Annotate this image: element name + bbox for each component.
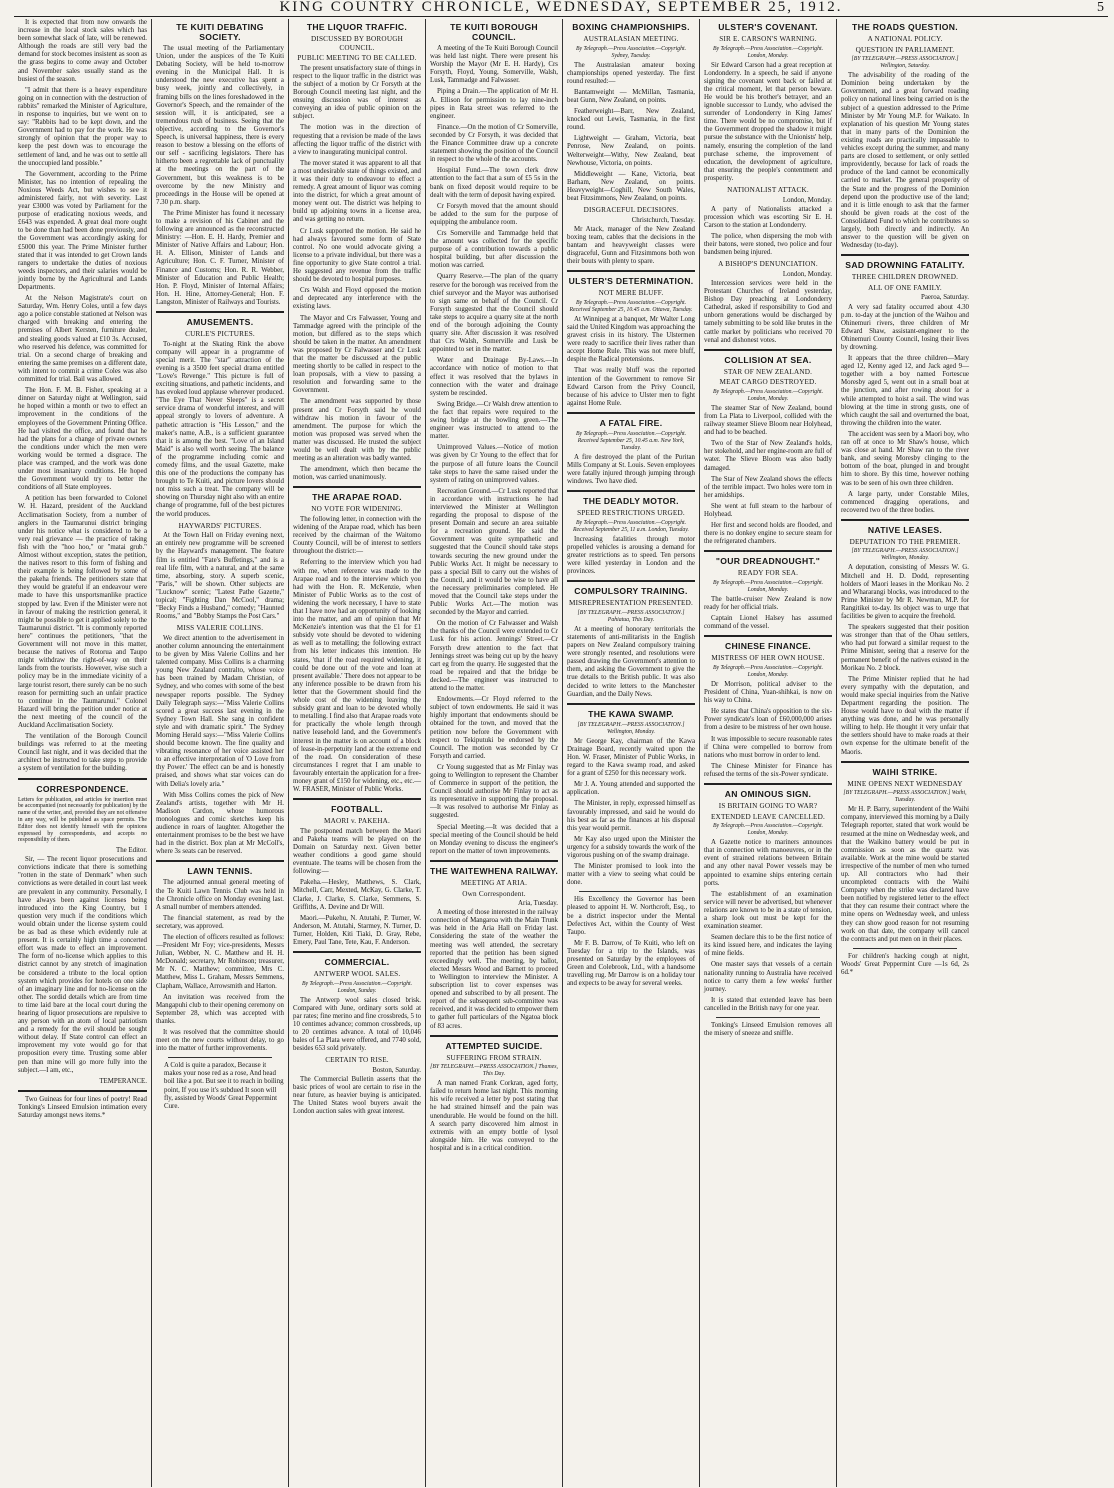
divider [293,951,421,953]
article-paragraph: We direct attention to the advertisement in another column announcing the entertainment to be given by Miss Valerie Collins and her talented company. Miss Collins is a charming young New Zealand contralto, whose voice has been trained by Madam Christian, of Sydney, and who comes with some of the best newspaper reports possible. The Sydney Daily Telegraph says:—"Miss Valerie Collins scored a great success last evening in the Sydney Town Hall. She sang in confident style and with dramatic spirit." The Sydney Morning Herald says:—"Miss Valerie Collins should become known. The fine quality and vibrating resonance of her voice assisted her to an effective interpretation of 'O Love from thy Power.' The effect can be and is honestly praised, and shows what star voices can do with Delia's lovely aria." [156,634,284,788]
subheadline: HAYWARDS' PICTURES. [178,521,262,530]
divider [579,891,683,892]
divider [704,783,832,785]
article-paragraph: Endowments.—Cr Floyd referred to the subject of town endowments. He said it was highly important that endowments should be obtained for the town, and moved that the petition now before the Government with respect to Tekiputuki be endorsed by the Council. The motion was seconded by Cr Forsyth and carried. [430,696,558,760]
dateline: By Telegraph.—Press Association.—Copyright. Sydney, Tuesday. [575,45,687,59]
placeline: London, Monday. [782,196,832,204]
subheadline: Own Correspondent. [462,889,526,898]
article-paragraph: A party of Nationalists attacked a procession which was escorting Sir E. H. Carson to the station at Londonderry. [704,205,832,229]
article-paragraph: At a meeting of honorary territorials the statements of anti-militarists in the English papers on New Zealand compulsory training were strongly resented, and resolutions were passed drawing the Government's attention to them, and asking the Government to give the true details to the British public. It was also decided to write letters to the Manchester Guardian, and the Daily News. [567,625,695,698]
subheadline: AUSTRALASIAN MEETING. [583,35,679,43]
article-paragraph: The motion was in the direction of requesting that a revision be made of the laws affecting the liquor traffic of the district with a view to inaugurating municipal control. [293,124,421,156]
article-paragraph: The mover stated it was apparent to all that a most undesirable state of things existed, and it was their duty to endeavour to effect a remedy. A great amount of liquor was coming into the district, for which a great amount of money went out. The district was helping to build up adjoining towns in a license area, and was getting no return. [293,159,421,224]
article-paragraph: His Excellency the Governor has been pleased to appoint H. W. Northcroft, Esq., to be a district inspector under the Mental Defectives Act, within the County of West Taupo. [567,896,695,936]
article-paragraph: One master says that vessels of a certain nationality running to Australia have received notice to carry them a few weeks' further journey. [704,961,832,993]
article-paragraph: A meeting of those interested in the railway connection of Mangaroa with the Main Trunk was held in the Aria Hall on Friday last. Considering the state of the weather the meeting was well attended, the secretary reported that the petition has been signed exceedingly well. The meeting, by ballot, elected Messrs Wood and Barnett to proceed to Wellington to interview the Minister. A subscription list to cover expenses was opened and subscribed to by all present. The report of the subsequent sub-committee was received, and it was decided to empower them to gather full particulars of the Ngatoa block of 83 acres. [430,909,558,1030]
article-paragraph: Water and Drainage By-Laws.—In accordance with notice of motion to that effect it was resolved that the bylaws in connection with the water and drainage system be rescinded. [430,357,558,397]
article-paragraph: That was really bluff was the reported intention of the Government to remove Sir Edward Carson from the Privy Council, because of his advice to Ulster men to fight against Home Rule. [567,367,695,407]
divider [567,703,695,705]
article-paragraph: Crs Walsh and Floyd opposed the motion and deprecated any interference with the existing laws. [293,287,421,311]
article-paragraph: At Winnipeg at a banquet, Mr Walter Long said the United Kingdom was approaching the gravest crisis in its history. The Ulstermen were ready to sacrifice their lives rather than accept Home Rule. This was not mere bluff, despite the Radical pretensions. [567,315,695,364]
divider [853,948,957,949]
divider [18,1090,147,1092]
column-2 [151,19,288,1487]
article-paragraph: Mr Atack, manager of the New Zealand boxing team, cables that the decisions in the bantam and heavyweight classes were disgraceful, Gunn and Fitzsimmons both won their bouts with plenty to spare. [567,225,695,266]
placeline: Christchurch, Tuesday. [631,216,695,224]
dateline: By Telegraph.—Press Association.—Copyright. London, Monday. [712,579,824,593]
article-paragraph: It is stated that extended leave has been cancelled in the British navy for one year. [704,996,832,1012]
divider [430,1035,558,1037]
article-paragraph: Finance.—On the motion of Cr Somerville, seconded by Cr Forsyth, it was decided that the Finance Committee draw up a concrete statement showing the position of the Council in respect to the whole of the accounts. [430,123,558,164]
divider [704,550,832,552]
article-paragraph: The Prime Minister has found it necessary to make a revision of his Cabinet and the following are announced as the reconstructed Ministry: —Hon. E. H. Hardy, Premier and Minister of Native Affairs and Labour; Hon. H. A. Ellison, Minister of Lands and Agriculture; Hon. C. F. Turner, Minister of Finance and Customs; Hon. R. R. Webber, Minister of Education and Public Health; Hon. P. Floyd, Minister of Internal Affairs; Hon. H. Hine, Attorney-General; Hon. F. Langston, Minister of Railways and Tourists. [156,209,284,306]
article-paragraph: Piping a Drain.—The application of Mr H. A. Ellison for permission to lay nine-inch pipes in Rata street was referred to the engineer. [430,88,558,120]
divider [567,580,695,582]
subheadline: NO VOTE FOR WIDENING. [311,505,403,514]
dateline: By Telegraph.—Press Association.—Copyright. London, Monday. [712,388,824,402]
article-paragraph: Swing Bridge.—Cr Walsh drew attention to the fact that repairs were required to the swing bridge at the bowling green.—The engineer was instructed to attend to the matter. [430,400,558,441]
article-paragraph: The Antwerp wool sales closed brisk. Compared with June, ordinary sorts sold at par rates; fine merino and fine crossbreds, 5 to 10 centimes advance; common crossbreds, up to 20 centimes advance. A total of 10,046 bales of La Plata were offered, and 7740 sold, besides 653 sold privately. [293,996,422,1053]
article-paragraph: Cr Lusk supported the motion. He said he had always favoured some form of State control. No one would advocate giving a license to a private individual, but there was a fine opportunity to give State control a trial. He suggested any revenue from the traffic should be devoted to hospital purposes. [293,227,421,284]
subheadline: A BISHOP'S DENUNCIATION. [718,260,818,269]
section-headline: THE LIQUOR TRAFFIC. [306,22,408,32]
subheadline: SIR E. CARSON'S WARNING. [719,35,817,43]
subheadline: STAR OF NEW ZEALAND. [723,367,813,376]
article-paragraph: Crs Somerville and Tammadge held that the amount was collected for the specific purpose of a contribution towards a public hospital building, but after discussion the motion was carried. [430,229,558,270]
placeline: Paeroa, Saturday. [921,294,969,302]
subheadline: PUBLIC MEETING TO BE CALLED. [297,54,417,63]
section-headline: THE DEADLY MOTOR. [583,496,679,507]
article-paragraph: Unimproved Values.—Notice of motion was given by Cr Young to the effect that for the purpose of all future loans the Council take steps to have the same raised under the system of rating on unimproved values. [430,444,558,484]
subheadline: MEETING AT ARIA. [460,878,528,887]
subheadline: NATIONALIST ATTACK. [727,186,809,194]
article-paragraph: The advisability of the roading of the Dominion being undertaken by the Government, and a great forward roading policy on national lines being carried on is the subject of a question addressed to the Prime Minister by Mr Young M.P. for Waikato. In explanation of his question Mr Young states that in many parts of the Dominion the existing roads are practically impassable to vehicles except during the summer, and many parts are closed to settlement, or only settled improvidently, because for lack of roads the produce of the land cannot be economically carried to market. The general prosperity of the State and the progress of the Dominion depend upon the productive use of the land; and it is little enough to ask that the farmer should be given roads at the cost of the Consolidated Fund to which he contributes so largely, both directly and indirectly. An answer to the question will be given on Wednesday (to-day). [841,72,969,250]
subheadline: SPEED RESTRICTIONS URGED. [577,509,685,518]
section-headline: LAWN TENNIS. [187,866,253,877]
section-headline: THE WAITEWHENA RAILWAY. [430,865,559,876]
subheadline: MISS VALERIE COLLINS. [176,624,264,633]
dateline: By Telegraph.—Press Association.—Copyright. Received September 25, 10.45 a.m. New York, Tuesday. [575,430,687,451]
article-paragraph: To-night at the Skating Rink the above company will appear in a programme of special merit. The "star" attraction of the evening is a 3500 feet special drama entitled "Love's Revenge." This picture is full of exciting situations, and pathetic incidents, and has evoked loud applause wherever produced. "The Eye That Never Sleeps" is a secret service drama of wonderful interest, and will appeal strongly to lovers of adventure. A pathetic attraction is "His Lesson," and the maker's name, A.B., is a sufficient guarantee that it is among the best. "Love of an Island Maid" is also well worth seeing. The balance of the programme including comic and comedy films, and the usual Gazette, make this one of the productions the company has brought to Te Kuiti, and picture lovers should not miss such a treat. The company will be showing on Thursday night also with an entire change of programme, full of the best pictures the world produces. [156,340,284,518]
article-paragraph: The amendment was supported by those present and Cr Forsyth said he would withdraw his motion in favour of the amendment. The purpose for which the motion was proposed was served when the matter was discussed. He trusted the subject would be well dealt with by the public meeting as an alteration was badly wanted. [293,398,421,463]
divider [168,1057,272,1058]
section-headline: AN OMINOUS SIGN. [724,788,812,799]
article-paragraph: The adjourned annual general meeting of the Te Kuiti Lawn Tennis Club was held in the Chronicle office on Monday evening last. A small number of members attended. [156,879,284,911]
subheadline: ANTWERP WOOL SALES. [313,970,401,979]
subheadline: NOT MERE BLUFF. [598,289,664,298]
subheadline: MISTRESS OF HER OWN HOUSE. [711,654,825,663]
divider [18,778,147,780]
placeline: London, Monday. [782,270,832,278]
article-paragraph: The Mayor and Crs Falwasser, Young and Tammadge agreed with the principle of the motion, but differed as to the steps which should be taken in the matter. An amendment was proposed by Cr Falwasser and Cr Lusk that the matter be discussed at the public meeting shortly to be called in respect to the loan proposals, with a view to passing a resolution and forwarding same to the Government. [293,314,421,395]
section-headline: ULSTER'S COVENANT. [718,22,818,32]
subheadline: A NATIONAL POLICY. [867,35,943,43]
divider [704,349,832,351]
article-paragraph: Intercession services were held in the Protestant Churches of Ireland yesterday, Bishop Day preaching at Londonderry Cathedral, asked if responsibility to God and unborn generations would be discharged by tamely submitting to be sold like brutes in the cattle market by politicians who received 70 venal and dishonest votes. [704,279,832,344]
article-paragraph: The Government, according to the Prime Minister, has no intention of repealing the Noxious Weeds Act, but wishes to see it administered fairly, not with severity. Last year £3000 was voted by Parliament for the purpose of eradicating noxious weeds, and £643 was expended. A great deal more ought to be done than had been done previously, and the Government was accordingly asking for £5000 this year. The Prime Minister further stated that it was intended to get Crown lands rangers to undertake the duties of noxious weeds inspectors, and their salaries would be jointly borne by the Agricultural and Lands Departments. [18,170,147,291]
subheadline: MAORI v. PAKEHA. [324,817,390,826]
dateline: [BY TELEGRAPH.—PRESS ASSOCIATION.] Wellington, Saturday. [851,56,959,70]
section-headline: CHINESE FINANCE. [725,641,811,652]
article-paragraph: Cr Young suggested that as Mr Finlay was going to Wellington to represent the Chamber of Commerce in support of the petition, the Council should authorise Mr Finlay to act as its representative in supporting the proposal.—It was resolved to authorise Mr Finlay as suggested. [430,763,558,820]
article-paragraph: The Australasian amateur boxing championships opened yesterday. The first round resulted:— [567,61,695,85]
article-paragraph: Sir Edward Carson had a great reception at Londonderry. In a speech, he said if anyone signing the covenant went back or failed at the critical moment, let that person beware. He would be his brother's betrayer, and an ignoble successor to Lundy, who advised the surrender of Londonderry in King James' time. There would be no compromise, but if the Government dropped the shadow it might pursue the substance with the Unionists' help, namely, ensuring the completion of the land purchase scheme, the improvement of education, the development of agriculture, that ensuring the people's contentment and prosperity. [704,61,832,182]
section-headline: NATIVE LEASES. [867,524,943,535]
article-paragraph: Featherweight—Barr, New Zealand, knocked out Lewis, Tasmania, in the first round. [567,108,695,132]
section-headline: COMPULSORY TRAINING. [574,586,688,597]
subheadline: READY FOR SEA. [737,569,799,578]
article-paragraph: The financial statement, as read by the secretary, was approved. [156,914,284,930]
placeline: Aria, Tuesday. [518,900,558,908]
article-paragraph: Tonking's Linseed Emulsion removes all the misery of sneeze and sniffle. [704,1022,832,1038]
article-paragraph: Mr J. A. Young attended and supported the application. [567,781,695,797]
divider [841,761,969,763]
dateline: By Telegraph.—Press Association.—Copyright. London, Monday. [712,45,824,59]
article-paragraph: Two Guineas for four lines of poetry! Read Tonking's Linseed Emulsion intimation every Saturday amongst news items.* [18,1095,147,1120]
article-paragraph: A fire destroyed the plant of the Puritan Mills Company at St. Louis. Seven employees were fatally injured through jumping through windows. Two have died. [567,453,695,486]
article-paragraph: Her first and second holds are flooded, and there is no donkey engine to secure steam for the refrigerated chambers. [704,522,832,546]
dateline: By Telegraph.—Press Association.—Copyright. London, Monday. [712,823,824,837]
article-paragraph: Two of the Star of New Zealand's holds, her stokehold, and her engine-room are full of water. The Slieve Bloom was also badly damaged. [704,440,832,472]
subheadline: CERTAIN TO RISE. [325,1056,389,1065]
section-headline: FOOTBALL. [331,804,383,815]
article-paragraph: Mr H. P. Barry, superintendent of the Waihi company, interviewed this morning by a Daily Telegraph reporter, stated that work would be resumed at the mine on Wednesday week, and that the Waikino battery would be put in commission as soon as the quartz was available. Work at the mine would be started irrespective of the number of men who turned up. All contractors who had their uncompleted contracts with the Waihi Company when the strike was declared have been notified by registered letter to the effect that they can resume their contract where the mine opens on Wednesday week, and unless they can show good reason for not resuming work on that date, the company will cancel the contracts and put men on in their places. [841,806,969,943]
dateline: [BY TELEGRAPH.—PRESS ASSOCIATION.] Wellington, Monday. [851,548,959,562]
column-6 [699,19,836,1487]
subheadline: MISREPRESENTATION PRESENTED. [568,599,694,608]
article-paragraph: The Chinese Minister for Finance has refused the terms of the six-Power syndicate. [704,762,832,778]
article-paragraph: The battle-cruiser New Zealand is now ready for her official trials. [704,595,832,612]
section-headline: A FATAL FIRE. [599,417,663,428]
article-paragraph: The police, when dispersing the mob with their batons, were stoned, two police and four bandsmen being injured. [704,232,832,257]
section-headline: "OUR DREADNOUGHT." [715,556,821,567]
article-paragraph: The amendment, which then became the motion, was carried unanimously. [293,466,421,482]
article-paragraph: A meeting of the Te Kuiti Borough Council was held last night. There were present his Worship the Mayor (Mr E. H. Hardy), Crs Forsyth, Floyd, Young, Somerville, Walsh, Lusk, Tammadge and Falwasser. [430,45,558,85]
article-paragraph: A Gazette notice to mariners announces that in connection with manoeuvres, or in the event of strained relations between Britain and any other naval Power vessels may be appointed to examine ships entering certain ports. [704,839,832,887]
divider [293,798,421,800]
subheadline: CURLE'S PICTURES. [185,330,255,338]
article-paragraph: Recreation Ground.—Cr Lusk reported that in accordance with instructions he had interviewed the Minister at Wellington regarding the proposal to dispose of the present Domain and secure an area suitable for a recreation ground. He said the Government was quite sympathetic and suggested that the Council should take steps towards securing the new ground under the Public Works Act. It might be necessary to pass a special Bill to carry out the wishes of the Council, and it would be wise to have all the necessary preliminaries completed. He moved that the Council take steps under the Public Works Act.—The motion was seconded by the Mayor and carried. [430,487,558,617]
divider [567,490,695,492]
section-headline: TE KUITI DEBATING SOCIETY. [176,22,264,42]
article-paragraph: A deputation, consisting of Messrs W. G. Mitchell and H. D. Dodd, representing holders of Maori leases in the Morikau No. 2 and Whararangi blocks, was introduced to the Prime Minister by Mr R. Newman, M.P. for Rangitikei to-day. Its object was to urge that facilities be given to acquire the freehold. [841,564,969,621]
divider [841,519,969,521]
section-headline: THE ARAPAE ROAD. [312,492,402,503]
article-paragraph: "I admit that there is a heavy expenditure going on in connection with the destruction of rabbits" remarked the Minister of Agriculture, in response to inquiries, but we went on to say: "Rabbits had to be kept down, and the Government had to pay for the work. He was strongly of opinion that the proper way to keep the pest down was to encourage the settlement of land, and he was out to settle all the unoccupied land possible." [18,86,147,167]
article-paragraph: A petition has been forwarded to Colonel W. H. Hazard, president of the Auckland Acclimatisation Society, from a number of anglers in the Taumarunui district bringing under his notice what is considered to be a very real grievance — the practice of taking fish with the "hoo hoo," or "matai grub." Almost without exception, states the petition, the natives resort to this form of fishing and their example is being followed by some of the pakeha friends. The petitioners state that they would be grateful if an endeavour were made to have this unsportsmanlike practice stopped by law. Even if the Minister were not in favour of making the restriction general, it might be possible to get it applied solely to the Taumarunui district. "It is commonly reported here" continues the petitioners, "that the Government will not move in this matter, because the natives of Rotorua and Taupo might withdraw the right-of-way on their lands from the tourists. However, wise such a policy may be in the immediate vicinity of a large tourist resort, there surely can be no such reason for permitting such an unfair practice to continue in the Taumarunui." Colonel Hazard will bring the petition under notice at the next meeting of the council of the Auckland Acclimatisation Society. [18,495,147,729]
article-paragraph: Pakeha.—Hesley, Matthews, S. Clark, Mitchell, Carr, Mexted, McKay, G. Clarke, T. Clarke, J. Clarke, S. Clarke, Semmens, S. Griffiths, A. Devine and Dr Will. [293,879,421,911]
section-headline: COLLISION AT SEA. [724,354,812,365]
divider [567,412,695,414]
article-paragraph: The election of officers resulted as follows:—President Mr Foy; vice-presidents, Messrs Julian, Webber, N. C. Matthew and H. H. McDonald; secretary, Mr Robinson; treasurer, Mr N. C. Matthew; committee, Mrs C. Matthew, Miss L. Graham, Messrs Semmens, Clapham, Wallace, Arrowsmith and Harton. [156,933,284,990]
columns-container [14,19,1108,1487]
article-paragraph: With Miss Collins comes the pick of New Zealand's artists, together with Mr H. Madison Cardon, whose humorous monologues and comic sketches keep his audience in roars of laughter. Altogether the entertainment promises to be the best we have had in the district. Box plan at Mr McColl's, where 3s seats can be reserved. [156,791,284,856]
subheadline: THREE CHILDREN DROWNED. [851,273,959,282]
subheadline: QUESTION IN PARLIAMENT. [855,45,955,54]
column-3 [288,19,425,1487]
article-paragraph: Quarry Reserve.—The plan of the quarry reserve for the borough was received from the chief surveyor and the Mayor was authorised to sign same on behalf of the Council. Cr Forsyth suggested that the Council should take steps to acquire a quarry site at the north end of the borough adjoining the County quarry site. After discussion it was resolved that Crs Walsh, Somerville and Lusk be appointed to set in the matter. [430,273,558,354]
placeline: Boston, Saturday. [372,1066,421,1074]
article-paragraph: The Hon. F. M. B. Fisher, speaking at a dinner on Saturday night at Wellington, said he hoped within a month or two to effect an improvement in the conditions of the employees of the Government Printing Office. He had visited the office, and found that he had the plans for a change of private owners the conditions under which the men were working would be termed a disgrace. The place was cramped, and the work was done under most insanitary conditions. He hoped the Government would try to better the conditions of all State employees. [18,387,147,492]
article-paragraph: The Minister, in reply, expressed himself as favourably impressed, and said he would do his best as far as the finances at his disposal this year would permit. [567,800,695,832]
article-paragraph: A large party, under Constable Miles, commenced dragging operations, and recovered two of the three bodies. [841,490,969,514]
placeline: The Editor. [115,847,147,855]
article-paragraph: Mr George Kay, chairman of the Kawa Drainage Board, recently waited upon the Hon. W. Fraser, Minister of Public Works, in regard to the Kawa swamp road, and asked for a grant of £250 for this necessary work. [567,737,695,778]
article-paragraph: Hospital Fund.—The town clerk drew attention to the fact that a sum of £5 5s in the bank on fixed deposit would require to be dealt with the term of deposit having expired. [430,167,558,199]
article-paragraph: Special Meeting.—It was decided that a special meeting of the Council should be held on Monday evening to discuss the engineer's report on the matter of town improvements. [430,823,558,855]
section-headline: THE KAWA SWAMP. [588,708,674,719]
article-paragraph: Mr F. B. Darrow, of Te Kuiti, who left on Tuesday for a trip to the Islands, was presented on Saturday by the employees of Green and Colebrook, Ltd., with a handsome travelling rug. Mr Darrow is on a holiday tour and expects to be away for several weeks. [567,939,695,988]
subheadline: MINE OPENS NEXT WEDNESDAY [847,779,963,788]
subheadline: DISCUSSED BY BOROUGH COUNCIL. [311,35,403,52]
placeline: TEMPERANCE. [99,1077,147,1085]
divider [841,254,969,256]
dateline: By Telegraph.—Press Association.—Copyright. Received September 25, 11 a.m. London, Tuesday. [573,519,689,533]
masthead [14,0,1108,17]
article-paragraph: He states that China's opposition to the six-Power syndicate's loan of £60,000,000 arises from a desire to be mistress of her own house. [704,708,832,732]
article-paragraph: The accident was seen by a Maori boy, who ran off at once to Mr Shaw's house, which was close at hand. Mr Shaw ran to the river bank, and seeing Moresby clinging to the bottom of the boat, plunged in and brought him to shore. By this time, however nothing was to be seen of his own three children. [841,430,969,487]
article-paragraph: It is expected that from now onwards the increase in the local stock sales which has been somewhat slack of late, will be renewed. Although the roads are still very bad the demand for stock becomes insistent as soon as the grass begins to come away and October and November sales usually stand as the busiest of the season. [18,19,147,83]
article-paragraph: The present unsatisfactory state of things in respect to the liquor traffic in the district was the subject of a motion by Cr Forsyth at the Borough Council meeting last night, and the ensuing discussion was of interest as conveying an idea of public opinion on the subject. [293,64,421,121]
subheadline: SUFFERING FROM STRAIN. [446,1053,542,1062]
dateline: By Telegraph.—Press Association.—Copyright. London, Sunday. [301,980,413,994]
article-paragraph: The speakers suggested that their position was stronger than that of the Ohau settlers, who had put forward a similar request to the Prime Minister, seeing that a reserve for the permanent benefit of the natives existed in the Morikau No. 2 block. [841,624,969,672]
section-headline: COMMERCIAL. [324,957,390,968]
article-paragraph: The Star of New Zealand shows the effects of the terrible impact. Two holes were torn in her amidships. [704,475,832,499]
dateline: By Telegraph.—Press Association.—Copyright. Received September 25, 10.45 a.m. Ottawa, Tuesday. [569,299,693,313]
divider [716,1017,820,1018]
section-headline: TE KUITI BOROUGH COUNCIL. [450,22,538,42]
column-4 [425,19,562,1487]
page-number: 5 [1097,0,1104,15]
article-paragraph: Mr Kay also urged upon the Minister the urgency for a subsidy towards the work of the vigorous pushing on of the swamp drainage. [567,835,695,859]
column-5 [562,19,699,1487]
article-paragraph: Middleweight — Kane, Victoria, beat Barham, New Zealand, on points. Heavyweight—Coghill, New South Wales, beat Fitzsimmons, New Zealand, on points. [567,170,695,202]
article-paragraph: Dr Morrison, political adviser to the President of China, Yuan-shihkai, is now on his way to China. [704,680,832,705]
article-paragraph: The steamer Star of New Zealand, bound from La Plata to Liverpool, collided with the railway steamer Slieve Bloom near Holyhead, and had to be beached. [704,404,832,437]
subheadline: EXTENDED LEAVE CANCELLED. [710,812,826,821]
article-paragraph: Seamen declare this to be the first notice of its kind issued here, and indicates the laying of mine fields. [704,934,832,958]
section-headline: THE ROADS QUESTION. [852,22,958,32]
article-paragraph: Referring to the interview which you had with me, when reference was made to the Arapae road and to the interview which you had with the Hon. R. McKenzie, when Minister of Public Works as to the cost of widening the work necessary, I have to state that I have now had an opportunity of looking into the matter, and am of opinion that Mr McKenzie's intention was that the £1 for £1 subsidy vote should be devoted to widening as well as to metalling; the following extract from his letter indicates this intention. He states, 'that if the road required widening, it could be done out of the vote and loan at present available.' There does not appear to be any inference possible to be drawn from his letter that the Government should find the whole cost of the widening leaving the subsidy grant and loan to be devoted wholly to metalling. I find also that Arapae roads vote for practically the whole length through native leasehold land, and the Government's interest in the matter is on account of a block of lease-in-perpetuity land at the extreme end of the road. On consideration of these circumstances I regret that I am unable to favourably entertain the application for a free-money grant of £150 for widening, etc., etc.—W. FRASER, Minister of Public Works. [293,559,422,794]
article-paragraph: The Minister promised to look into the matter with a view to seeing what could be done. [567,863,695,887]
article-paragraph: Increasing fatalities through motor propelled vehicles is arousing a demand for greater restrictions as to speed. Ten persons were killed yesterday in London and the provinces. [567,535,695,576]
subheadline: DISGRACEFUL DECISIONS. [583,206,679,215]
subheadline: MEAT CARGO DESTROYED. [719,378,817,387]
section-headline: WAIHI STRIKE. [872,766,938,777]
subheadline: IS BRITAIN GOING TO WAR? [718,801,818,810]
section-headline: BOXING CHAMPIONSHIPS. [572,22,690,32]
article-paragraph: The postponed match between the Maori and Pakeha teams will be played on the Domain on Saturday next. Given better weather conditions a good game should eventuate. The teams will be chosen from the following:— [293,827,421,876]
article-paragraph: At the Town Hall on Friday evening next, an entirely new programme will be screened by the Hayward's management. The feature film is entitled "Fate's Buffetings," and is a real life film, with a natural, and at the same time, absorbing, story. A superb scenic, "Paris," will be shown. Other subjects are "Lucknow" scenic; "Latest Pathe Gazette," topical; "Fighting Dan McCool," drama; "Becky Finds a Husband," comedy; "Haunted Rooms," and "Bobby Stamps the Post Cars." [156,532,284,621]
section-headline: AMUSEMENTS. [186,317,254,327]
article-paragraph: The establishment of an examination service will never be advertised, but whenever relations are known to be in a state of tension, a sharp look out must be kept for the examination steamer. [704,890,832,931]
article-paragraph: The Commercial Bulletin asserts that the basic prices of wool are certain to rise in the near future, as heavier buying is anticipated. The United States wool buyers await the London auction sales with great interest. [293,1076,421,1116]
subheadline: DEPUTATION TO THE PREMIER. [849,537,961,546]
article-paragraph: A man named Frank Corkran, aged forty, failed to return home last night. This morning his wife received a letter by post stating that he had strained himself and the pain was unendurable. He would be found on the hill. A search party discovered him almost in extremis with an empty bottle of lysol alongside him. He was conveyed to the hospital and is in a critical condition. [430,1080,558,1152]
article-paragraph: An invitation was received from the Mangapuhi club to their opening ceremony on September 28, which was accepted with thanks. [156,993,284,1025]
section-headline: SAD DROWNING FATALITY. [845,260,965,271]
divider [430,860,558,862]
article-paragraph: It was resolved that the committee should meet on the new courts without delay, to go into the matter of further improvements. [156,1029,284,1053]
article-paragraph: Bantamweight — McMillan, Tasmania, beat Gunn, New Zealand, on points. [567,88,695,104]
article-paragraph: It appears that the three children—Mary aged 12, Kenny aged 12, and Jack aged 9—together with a boy named Fortescue Moresby aged 5, went out in a small boat at the junction, and after rowing about for a while attempted to hoist a sail. The wind was blowing at the time in strong gusts, one of which caught the sail and overturned the boat, throwing the children into the water. [841,355,969,427]
column-7 [836,19,973,1487]
divider [293,486,421,488]
article-paragraph: Sir, — The recent liquor prosecutions and convictions indicate that there is something "rotten in the state of Denmark" when such convictions as were detailed in court last week are prevalent in any community. Personally, I have always been against licenses being introduced into the King Country, but I question very much if the conditions which would obtain under the license system could be as bad as these which evidently rule at present. It is certainly high time a concerted effort was made to effect an improvement. The form of no-license which applies to this district cannot by any stretch of imagination be considered a tribute to the local option system which provides for hotels on one side of an imaginary line and for no-license on the other. The sordid details which are from time to time laid bare at the local court during the hearing of liquor prosecutions are repulsive to any person with an atom of local patriotism and a remedy for the evil should be sought without delay. If State control can effect an improvement my vote would go for that proposition every time. Trusting some abler pen than mine will go more fully into the subject.—I am, etc., [18,856,147,1074]
article-paragraph: For children's hacking cough at night, Woods' Great Peppermint Cure —1s 6d, 2s 6d.* [841,952,969,976]
divider [156,311,284,313]
article-paragraph: A very sad fatality occurred about 4.30 p.m. to-day at the junction of the Waihou and Ohinemuri rivers, three children of Mr Edward Shaw, assistant-engineer to the Ohinemuri County Council, losing their lives by drowning. [841,303,969,351]
section-headline: CORRESPONDENCE. [36,783,129,794]
article-paragraph: It was impossible to secure reasonable rates if China were compelled to borrow from nations who must borrow in order to lend. [704,735,832,759]
article-paragraph: The following letter, in connection with the widening of the Arapae road, which has been received by the chairman of the Waitomo County Council, will be of interest to settlers throughout the district:— [293,515,421,556]
dateline: [BY TELEGRAPH.—PRESS ASSOCIATION.] Waihi, Tuesday. [843,790,967,804]
article-paragraph: The Prime Minister replied that he had every sympathy with the deputation, and would make special inquiries from the Native Department regarding the position. The House would have to deal with the matter if anything was done, and he was personally willing to help. He thought it very unfair that the settlers should have to make roads at their own expense for the ultimate benefit of the Maoris. [841,675,969,756]
dateline: [BY TELEGRAPH.—PRESS ASSOCIATION.] Thames, This Day. [430,1064,558,1078]
dateline: By Telegraph.—Press Association.—Copyright. London, Monday. [712,664,824,678]
divider [567,270,695,272]
masthead-title: KING COUNTRY CHRONICLE, WEDNESDAY, SEPTEMBER 25, 1912. [279,0,843,15]
verse-advertisement: A Cold is quite a paradox, Because it makes your nose red as a rose, And head boil like a pot. But see it to reach in boiling point, If you use it's subdued It soon will fly, assisted by Woods' Great Peppermint Cure. [164,1062,284,1110]
article-paragraph: The ventilation of the Borough Council buildings was referred to at the meeting Council last night, and it was decided that the architect be instructed to take steps to provide a system of ventilation for the building. [18,733,147,773]
article-paragraph: Cr Forsyth moved that the amount should be added to the sum for the purpose of equipping the ambulance room. [430,202,558,226]
section-headline: ATTEMPTED SUICIDE. [445,1040,543,1051]
article-paragraph: The usual meeting of the Parliamentary Union, under the auspices of the Te Kuiti Debating Society, will be held to-morrow evening in the Municipal Hall. It is understood the new executive has spent a busy week, jointly and collectively, in framing bills on the lines foreshadowed in the Governor's Speech, and the remainder of the session will, it is anticipated, see a tremendous rush of business. Seeing that the objective, according to the Governor's Speech, is universal happiness, there is every reason to bestow a blessing on the efforts of our self - sacrificing legislators. There has hitherto been a regrettable lack of punctuality at the meetings on the part of the Government, but this weakness is to be overcome by the new Ministry and proceedings in the House will be opened at 7.30 p.m. sharp. [156,45,284,206]
column-1 [14,19,151,1487]
article-paragraph: She went at full steam to the harbour of Holyhead. [704,502,832,518]
article-paragraph: Maori.—Pukehu, N. Atutahi, P. Turner, W. Anderson, M. Atutahi, Starmey, N. Turner, D. Turner, Holden, Kiti Tiaki, D. Gray, Rebe, Emery, Paul Tane, Tete, Kau, F. Anderson. [293,914,421,946]
subheadline: ALL OF ONE FAMILY. [868,283,942,292]
notice-text: Letters for publication, and articles for insertion must be accompanied (not necessarily for publication) by the name of the writer, and, provided they are not offensive in any way, will be published as space permits. The Editor does not identify himself with the opinions expressed by correspondents, and accepts no responsibility of them. [18,796,147,844]
dateline: [BY TELEGRAPH.—PRESS ASSOCIATION.] Pahiatua, This Day. [577,609,685,623]
section-headline: ULSTER'S DETERMINATION. [568,276,694,287]
divider [156,860,284,862]
article-paragraph: Captain Lionel Halsey has assumed command of the vessel. [704,615,832,631]
divider [704,635,832,637]
article-paragraph: On the motion of Cr Falwasser and Walsh the thanks of the Council were extended to Cr Lusk for his action. Jennings' Street.—Cr Forsyth drew attention to the fact that Jennings street was being cut up by the heavy cart eg from the quarry. He suggested that the road be repaired and that the bridge be decked.—The engineer was instructed to attend to the matter. [430,620,558,693]
article-paragraph: Lightweight — Graham, Victoria, beat Penrose, New Zealand, on points. Welterweight—Withy, New Zealand, beat Newhouse, Victoria, on points. [567,135,695,167]
article-paragraph: At the Nelson Magistrate's court on Saturday, Wm. Henry Coles, until a few days ago a police constable stationed at Nelson was charged with breaking and entering the premises of Albert Kersten, furniture dealer, and stealing goods valued at £10 3s. Accused, who reserved his defence, was committed for trial. On a second charge of breaking and entering the same premises on a different date, with intent to commit a crime Coles was also committed for trial. Bail was allowed. [18,295,147,384]
dateline: [BY TELEGRAPH.—PRESS ASSOCIATION.] Wellington, Monday. [577,721,685,735]
